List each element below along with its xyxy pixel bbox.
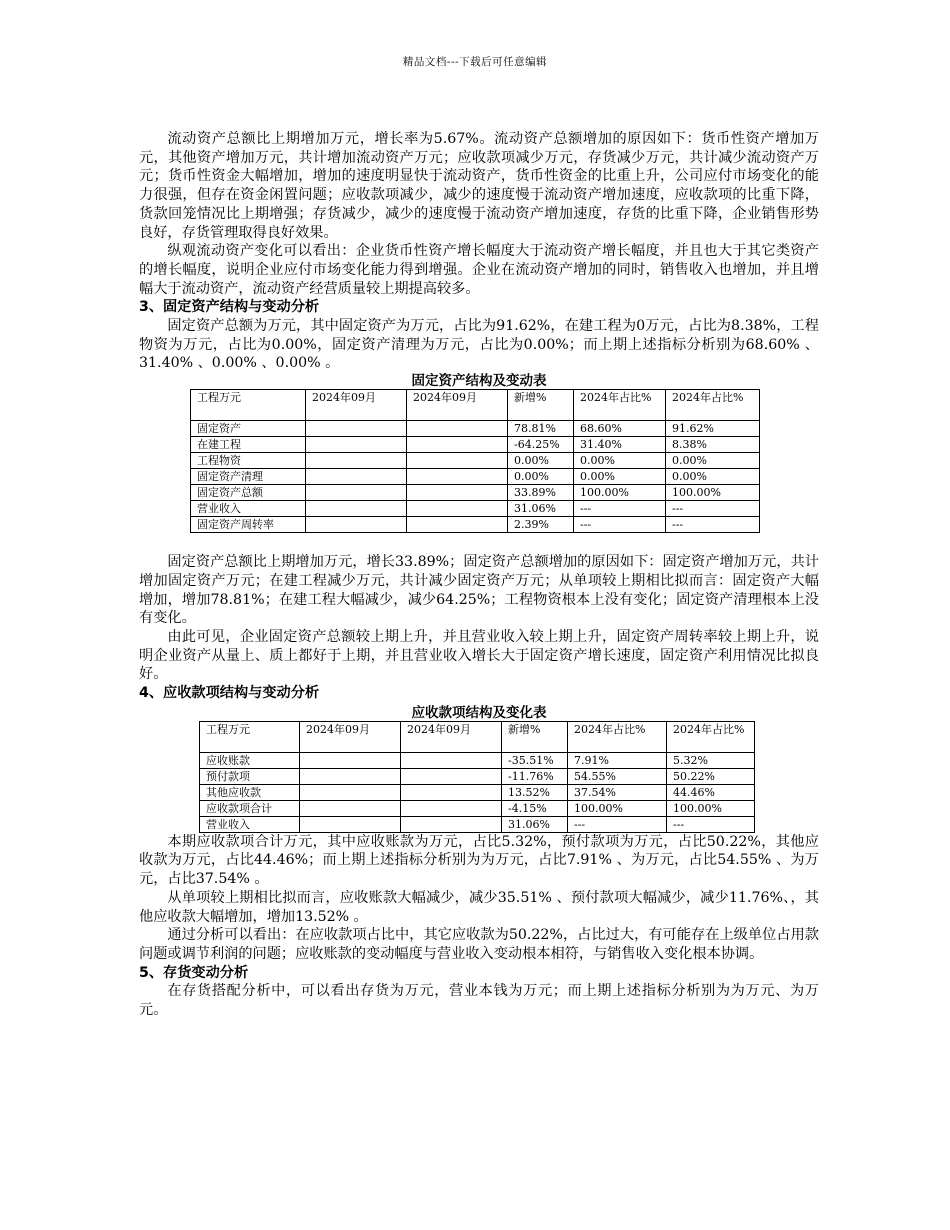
table-cell: 0.00%	[666, 453, 760, 469]
table-cell: ---	[666, 517, 760, 533]
table-row	[191, 501, 760, 517]
table-cell: 50.22%	[667, 768, 755, 784]
table-cell	[407, 437, 508, 453]
table-title-fixed-assets: 固定资产结构及变动表	[411, 373, 547, 390]
table-cell: 78.81%	[508, 421, 574, 437]
table-cell: 33.89%	[508, 485, 574, 501]
table-cell	[300, 800, 401, 816]
table-cell	[401, 752, 502, 768]
paragraph-current-assets-summary: 纵观流动资产变化可以看出：企业货币性资产增长幅度大于流动资产增长幅度，并且也大于其它类资产的增长幅度，说明企业应付市场变化能力得到增强。企业在流动资产增加的同时，销售收入也增加，并且增幅大于流动资产，流动资产经营质量较上期提高较多。	[139, 243, 819, 297]
table-cell: ---	[574, 501, 666, 517]
table-cell: 31.40%	[574, 437, 666, 453]
table-row	[200, 816, 755, 832]
section-heading-fixed-assets: 3、固定资产结构与变动分析	[139, 299, 320, 316]
table-cell	[407, 485, 508, 501]
table-cell: ---	[666, 501, 760, 517]
table-header-cell: 工程万元	[191, 390, 306, 421]
table-cell: 营业收入	[200, 816, 300, 832]
table-row	[191, 469, 760, 485]
table-header-cell: 2024年占比%	[574, 390, 666, 421]
table-row	[200, 752, 755, 768]
table-cell: ---	[568, 816, 667, 832]
table-cell	[300, 784, 401, 800]
table-cell: 0.00%	[574, 453, 666, 469]
table-cell	[306, 437, 407, 453]
table-cell: 固定资产总额	[191, 485, 306, 501]
table-cell: 91.62%	[666, 421, 760, 437]
table-cell: 54.55%	[568, 768, 667, 784]
table-cell: 其他应收款	[200, 784, 300, 800]
table-cell	[306, 421, 407, 437]
table-cell: 工程物资	[191, 453, 306, 469]
table-cell: 8.38%	[666, 437, 760, 453]
paragraph-fixed-assets-change: 固定资产总额比上期增加万元，增长33.89%；固定资产总额增加的原因如下：固定资产增加万元，共计增加固定资产万元；在建工程减少万元，共计减少固定资产万元；从单项较上期相比拟而言：固定资产大幅增加，增加78.81%；在建工程大幅减少，减少64.25%；工程物资根本上没有变化；固定资产清理根本上没有变化。	[139, 554, 819, 627]
paragraph-receivables-change: 从单项较上期相比拟而言，应收账款大幅减少，减少35.51% 、预付款项大幅减少，减少11.76%、，其他应收款大幅增加，增加13.52% 。	[139, 889, 819, 925]
table-cell: 68.60%	[574, 421, 666, 437]
table-header-cell: 2024年占比%	[666, 390, 760, 421]
table-cell: 7.91%	[568, 752, 667, 768]
spacer	[139, 533, 819, 553]
table-cell: 100.00%	[667, 800, 755, 816]
table-cell: -64.25%	[508, 437, 574, 453]
table-row	[200, 784, 755, 800]
table-cell: 100.00%	[574, 485, 666, 501]
table-cell	[306, 501, 407, 517]
table-header-row	[191, 390, 760, 421]
receivables-table	[199, 721, 755, 833]
table-cell: 0.00%	[666, 469, 760, 485]
table-cell	[306, 517, 407, 533]
table-cell: 固定资产周转率	[191, 517, 306, 533]
table-cell	[407, 453, 508, 469]
table-cell	[401, 768, 502, 784]
table-row	[191, 453, 760, 469]
table-row	[191, 517, 760, 533]
paragraph-current-assets: 流动资产总额比上期增加万元，增长率为5.67%。流动资产总额增加的原因如下：货币性资产增加万元，其他资产增加万元，共计增加流动资产万元；应收款项减少万元，存货减少万元，共计减少流动资产万元；货币性资金大幅增加，增加的速度明显快于流动资产，货币性资金的比重上升，公司应付市场变化的能力很强，但存在资金闲置问题；应收款项减少，减少的速度慢于流动资产增加速度，应收款项的比重下降，货款回笼情况比上期增强；存货减少，减少的速度慢于流动资产增加速度，存货的比重下降，企业销售形势良好，存货管理取得良好效果。	[139, 131, 819, 241]
table-header-row	[200, 721, 755, 752]
table-header-cell: 2024年09月	[401, 721, 502, 752]
table-cell: 2.39%	[508, 517, 574, 533]
paragraph-receivables: 本期应收款项合计万元，其中应收账款为万元，占比5.32%，预付款项为万元，占比50.22%，其他应收款为万元，占比44.46%；而上期上述指标分析别为为万元，占比7.91% 、为万元，占比54.55% 、为万元，占比37.54% 。	[139, 833, 819, 888]
table-header-cell: 2024年09月	[407, 390, 508, 421]
table-cell	[407, 469, 508, 485]
table-cell: 31.06%	[508, 501, 574, 517]
table-cell	[407, 517, 508, 533]
table-title-receivables: 应收款项结构及变化表	[411, 704, 547, 721]
table-cell: 0.00%	[508, 453, 574, 469]
table-cell: 31.06%	[502, 816, 568, 832]
table-cell: 应收款项合计	[200, 800, 300, 816]
table-row	[200, 800, 755, 816]
table-cell: 100.00%	[666, 485, 760, 501]
table-cell: ---	[574, 517, 666, 533]
table-cell	[306, 469, 407, 485]
table-cell: 44.46%	[667, 784, 755, 800]
table-header-cell: 新增%	[508, 390, 574, 421]
table-cell	[407, 501, 508, 517]
table-header-cell: 2024年09月	[306, 390, 407, 421]
table-cell	[300, 768, 401, 784]
fixed-assets-table	[190, 389, 760, 533]
table-row	[191, 421, 760, 437]
paragraph-fixed-assets-conclusion: 由此可见，企业固定资产总额较上期上升，并且营业收入较上期上升，固定资产周转率较上期上升，说明企业资产从量上、质上都好于上期，并且营业收入增长大于固定资产增长速度，固定资产利用情况比拟良好。	[139, 628, 819, 683]
section-heading-inventory: 5、存货变动分析	[139, 964, 249, 981]
table-cell: 13.52%	[502, 784, 568, 800]
table-row	[191, 485, 760, 501]
table-header-cell: 2024年09月	[300, 721, 401, 752]
table-cell	[401, 816, 502, 832]
paragraph-fixed-assets: 固定资产总额为万元，其中固定资产为万元，占比为91.62%，在建工程为0万元，占比为8.38%，工程物资为万元，占比为0.00%，固定资产清理为万元，占比为0.00%；而上期上述指标分析别为68.60% 、31.40% 、0.00% 、0.00% 。	[139, 318, 819, 372]
table-cell	[300, 752, 401, 768]
table-cell	[407, 421, 508, 437]
table-cell: 5.32%	[667, 752, 755, 768]
table-cell: -11.76%	[502, 768, 568, 784]
table-header-cell: 2024年占比%	[568, 721, 667, 752]
table-cell: 应收账款	[200, 752, 300, 768]
table-cell: 固定资产清理	[191, 469, 306, 485]
table-row	[200, 768, 755, 784]
table-cell	[300, 816, 401, 832]
table-cell: 预付款项	[200, 768, 300, 784]
table-header-cell: 2024年占比%	[667, 721, 755, 752]
table-cell: 37.54%	[568, 784, 667, 800]
section-heading-receivables: 4、应收款项结构与变动分析	[139, 685, 320, 702]
table-cell: ---	[667, 816, 755, 832]
table-cell: -4.15%	[502, 800, 568, 816]
table-cell: 固定资产	[191, 421, 306, 437]
table-cell: -35.51%	[502, 752, 568, 768]
table-cell: 0.00%	[508, 469, 574, 485]
paragraph-receivables-conclusion: 通过分析可以看出：在应收款项占比中，其它应收款为50.22%，占比过大，有可能存在上级单位占用款问题或调节利润的问题；应收账款的变动幅度与营业收入变动根本相符，与销售收入变化根本协调。	[139, 927, 819, 962]
table-cell: 营业收入	[191, 501, 306, 517]
table-cell: 0.00%	[574, 469, 666, 485]
table-cell	[401, 784, 502, 800]
table-cell	[306, 485, 407, 501]
table-row	[191, 437, 760, 453]
document-body	[139, 130, 819, 1020]
table-cell	[306, 453, 407, 469]
table-cell: 100.00%	[568, 800, 667, 816]
table-cell: 在建工程	[191, 437, 306, 453]
table-cell	[401, 800, 502, 816]
page-header: 精品文档---下载后可任意编辑	[402, 56, 548, 68]
table-header-cell: 工程万元	[200, 721, 300, 752]
table-header-cell: 新增%	[502, 721, 568, 752]
paragraph-inventory: 在存货搭配分析中，可以看出存货为万元，营业本钱为万元；而上期上述指标分析别为为万元、为万元。	[139, 983, 819, 1019]
